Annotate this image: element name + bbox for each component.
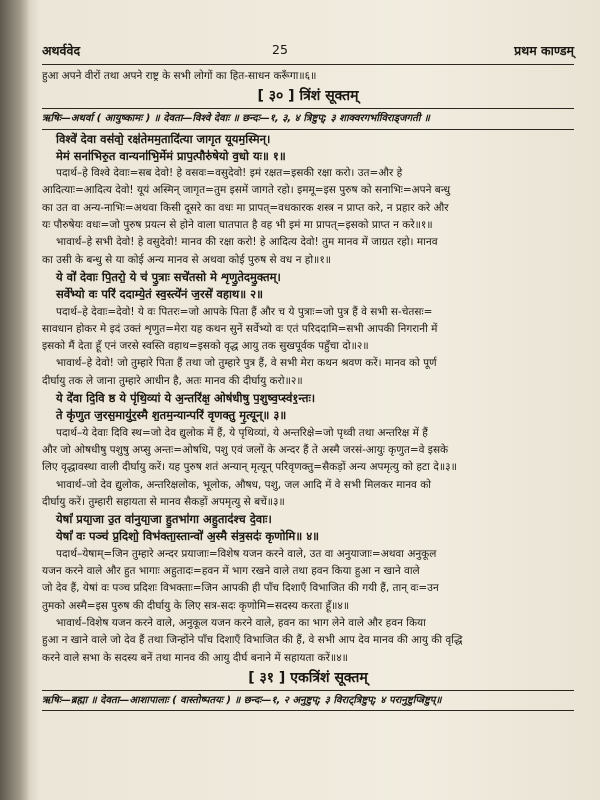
section-rule [42, 129, 574, 130]
paragraph-start-line: पदार्थ–हे देवाः=देवो! ये वः पितरः=जो आपके पिता हैं और च ये पुत्राः=जो पुत्र हैं वे सभी स-चेतसः= [56, 305, 433, 318]
mantra-line: येषां॑ प्रया॒जा उ॒त वा॑नुया॒जा हु॒तभा॑गा अहु॒ताद॑श्च दे॒वाः। [56, 512, 272, 527]
text-line: आदित्याः=आदित्य देवो! यूयं अस्मिन् जागृत=तुम इसमें जागते रहो। इममू=इस पुरुष को सनाभिः=अपने बन्धु [42, 184, 451, 197]
text-line: हुआ अपने वीरों तथा अपने राष्ट्र के सभी लोगों का हित-साधन करूँगा॥६॥ [42, 70, 317, 82]
section-rule [42, 710, 574, 711]
text-line: और जो ओषधीषु पशुषु अप्सु अन्तः=ओषधि, पशु एवं जलों के अन्दर हैं ते अस्मै जरसं-आयुः कृणुत=वे इसके [42, 443, 449, 456]
text-line: तुमको अस्मै=इस पुरुष की दीर्घायु के लिए सत्र-सदः कृणोमि=सदस्य करता हूँ॥४॥ [42, 599, 350, 612]
header-section-title: प्रथम काण्डम् [514, 43, 574, 58]
paragraph-start-line: पदार्थ–हे विश्वे देवाः=सब देवो! हे वसवः=वसुदेवो! इमं रक्षत=इसकी रक्षा करो। उत=और हे [56, 167, 403, 180]
sukta-heading: [ ३१ ] एकत्रिंशं सूक्तम् [248, 669, 368, 686]
paragraph-start-line: भावार्थ–हे देवो! जो तुम्हारे पिता हैं तथा जो तुम्हारे पुत्र हैं, वे सभी मेरा कथन श्रवण करें। मानव को पूर्ण [56, 357, 437, 370]
text-line: यः पौरुषेयः वधः=जो पुरुष प्रयत्न से होने वाला घातपात है वह भी इमं मा प्रापत्=इसको प्राप्त न करे॥१॥ [42, 219, 433, 232]
page-header [42, 42, 574, 62]
header-rule [42, 64, 574, 65]
page-number: 25 [272, 42, 288, 57]
page-body [42, 68, 574, 712]
mantra-line: विश्वे॑ देवा वस॑वो॒ रक्ष॑तेमम॒तादि॑त्या जागृत यूयम॒स्मिन्। [56, 131, 271, 146]
rishi-devata-line: ऋषिः—अथर्वा ( आयुष्कामः ) ॥ देवता—विश्वे देवाः ॥ छन्दः—१, ३, ४ त्रिष्टुप्; ३ शाक्वरगर्भाविराड्जगती ॥ [42, 113, 430, 125]
text-line: दीर्घायु तक ले जाना तुम्हारे आधीन है, अतः मानव की दीर्घायु करो॥२॥ [42, 374, 303, 387]
mantra-line: मेमं सना॑भिरु॒त वान्यना॑भि॒र्मेमं प्राप॒त्पौरु॑षेयो व॒धो यः॥ १॥ [56, 148, 286, 163]
paragraph-start-line: भावार्थ–जो देव द्युलोक, अन्तरिक्षलोक, भूलोक, औषध, पशु, जल आदि में वे सभी मिलकर मानव को [56, 478, 431, 491]
section-rule [42, 108, 574, 109]
text-line: इसको मैं देता हूँ एनं जरसे स्वस्ति वहाथ=इसको वृद्ध आयु तक सुखपूर्वक पहुँचा दो॥२॥ [42, 340, 369, 353]
mantra-line: सर्वे॑भ्यो वः परि॑ ददाम्ये॒तं स्व॒स्त्ये॑नं ज॒रसे॑ वहाथ॥ २॥ [56, 287, 264, 302]
section-rule [42, 690, 574, 691]
text-line: यजन करने वाले और हुत भागाः अहुतादः=हवन में भाग रखने वाले तथा हवन किया हुआ न खाने वाले [42, 565, 420, 578]
text-line: लिए वृद्धावस्था वाली दीर्घायु करें। यह पुरुष शतं अन्यान् मृत्यून् परिवृणक्तु=सैकड़ों अन्य अपमृत्यु को हटा दे॥३॥ [42, 461, 457, 474]
mantra-line: येषां॑ वः पञ्च॑ प्र॒दिशो॒ विभ॑क्ता॒स्तान्वो॑ अ॒स्मै स॑त्र॒सदः॑ कृणोमि॥ ४॥ [56, 529, 320, 544]
text-line: दीर्घायु करें। तुम्हारी सहायता से मानव सैकड़ों अपमृत्यु से बचें॥३॥ [42, 495, 285, 508]
paragraph-start-line: पदार्थ–येषाम्=जिन तुम्हारे अन्दर प्रयाजाः=विशेष यजन करने वाले, उत वा अनुयाजाः=अथवा अनुकूल [56, 547, 437, 560]
mantra-line: ये वो॑ देवाः पि॒तरो॒ ये च॑ पु॒त्राः सचे॑तसो मे शृणु॒तेदमु॒क्तम्। [56, 269, 281, 284]
paragraph-start-line: भावार्थ–विशेष यजन करने वाले, अनुकूल यजन करने वाले, हवन का भाग लेने वाले और हवन किया [56, 616, 426, 629]
paragraph-start-line: भावार्थ–हे सभी देवो! हे वसुदेवो! मानव की रक्षा करो! हे आदित्य देवो! तुम मानव में जाग्रत रहो। मानव [56, 236, 438, 249]
mantra-line: ये दे॑वा दि॒वि ष्ठ ये पृ॑थि॒व्यां ये अ॒न्तरि॑क्ष॒ ओष॑धीषु प॒शुष्व॒प्स्व॑१॒न्तः। [56, 391, 316, 406]
text-line: करने वाले सभा के सदस्य बनें तथा मानव की आयु दीर्घ बनाने में सहायता करें॥४॥ [42, 651, 348, 664]
text-line: हुआ न खाने वाले जो देव हैं तथा जिन्होंने पाँच दिशाएँ विभाजित की हैं, वे सभी आप देव मानव की आयु की वृद्धि [42, 634, 463, 647]
text-line: सावधान होकर मे इदं उक्तं शृणुत=मेरा यह कथन सुनें सर्वेभ्यो वः एतं परिददामि=सभी आपकी निगरानी में [42, 322, 438, 335]
header-book-title: अथर्ववेद [42, 43, 81, 58]
sukta-heading: [ ३० ] त्रिंशं सूक्तम् [257, 88, 359, 105]
text-line: का उसी के बन्धु से या कोई अन्य मानव से अथवा कोई पुरुष से वध न हो॥१॥ [42, 253, 332, 266]
text-line: जो देव हैं, येषां वः पञ्च प्रदिशः विभक्ताः=जिन आपकी ही पाँच दिशाएँ विभाजित की गयी हैं, तान् वः=उन [42, 582, 439, 595]
mantra-line: ते कृ॑णुत ज॒रस॒मायु॑र॒स्मै श॒तम॒न्यान्परि॑ वृणक्तु मृ॒त्यून्॥ ३॥ [56, 408, 287, 423]
paragraph-start-line: पदार्थ–ये देवाः दिवि स्थ=जो देव द्युलोक में हैं, ये पृथिव्यां, ये अन्तरिक्षे=जो पृथ्वी तथा अन्तरिक्ष में हैं [56, 426, 428, 439]
text-line: का उत वा अन्य-नाभिः=अथवा किसी दूसरे का वधः मा प्रापत्=वधकारक शस्त्र न प्राप्त करे, न प्रहार करे और [42, 201, 449, 214]
rishi-devata-line: ऋषिः—ब्रह्मा ॥ देवता—आशापालाः ( वास्तोष्पतयः ) ॥ छन्दः—१, २ अनुष्टुप्; ३ विराट्त्रिष्टुप्; ४ परानुष्टुप्त्रिष्टुप्॥ [42, 694, 442, 706]
book-binding-shadow [0, 0, 30, 800]
